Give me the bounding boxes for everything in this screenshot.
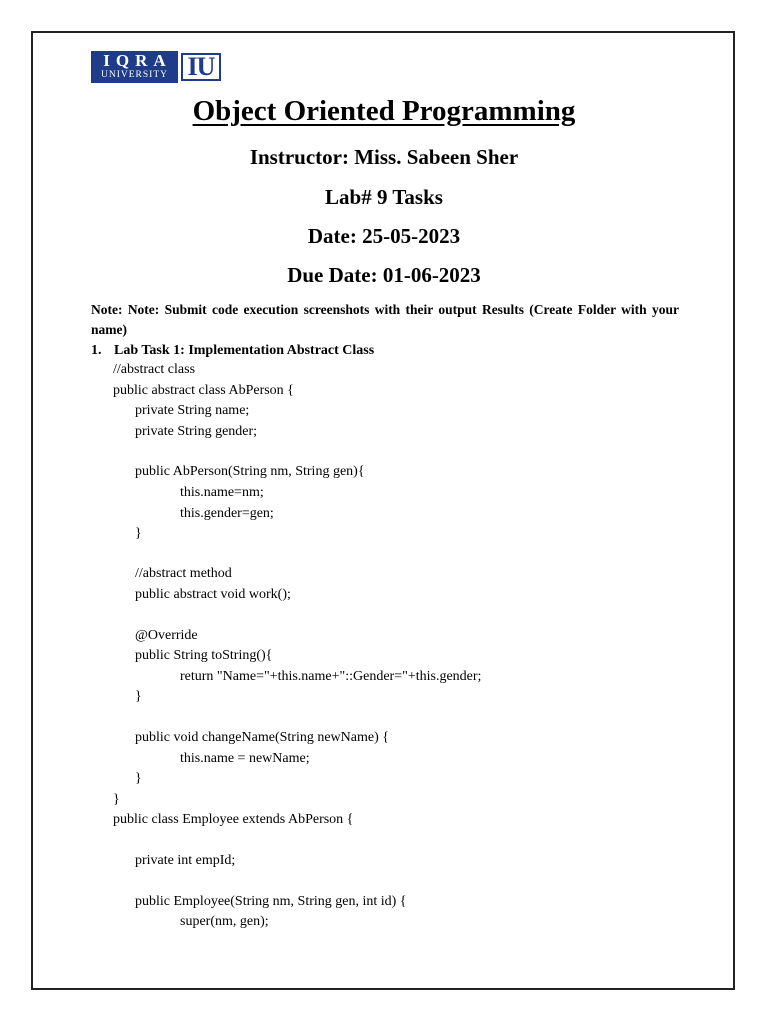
code-line: } <box>135 771 142 786</box>
code-line: //abstract class <box>113 362 196 377</box>
code-line: private String name; <box>135 403 250 418</box>
code-line: public class Employee extends AbPerson { <box>113 812 354 827</box>
code-line: public abstract void work(); <box>135 587 291 602</box>
instructor-line: Instructor: Miss. Sabeen Sher <box>249 145 519 169</box>
code-line: private int empId; <box>135 853 236 868</box>
date-line: Date: 25-05-2023 <box>307 224 461 248</box>
task-title: Lab Task 1: Implementation Abstract Class <box>114 343 375 358</box>
code-line: public AbPerson(String nm, String gen){ <box>135 464 365 479</box>
document-title: Object Oriented Programming <box>192 95 576 127</box>
code-line: public void changeName(String newName) { <box>135 730 389 745</box>
code-line: return "Name="+this.name+"::Gender="+this.gender; <box>180 669 482 684</box>
code-line: } <box>113 792 120 807</box>
logo-bottom-text: UNIVERSITY <box>101 70 168 80</box>
code-line: this.gender=gen; <box>180 506 274 521</box>
due-date-line: Due Date: 01-06-2023 <box>287 263 481 287</box>
code-line: //abstract method <box>135 566 232 581</box>
lab-line: Lab# 9 Tasks <box>325 185 443 209</box>
submission-note: Note: Note: Submit code execution screenshots with their output Results (Create Folder with your name) <box>91 302 679 337</box>
code-line: public String toString(){ <box>135 648 273 663</box>
logo-top-text: IQRA <box>103 51 172 70</box>
page-border <box>31 31 735 990</box>
logo-wordmark <box>91 51 178 83</box>
code-line: private String gender; <box>135 424 258 439</box>
code-line: this.name=nm; <box>180 485 264 500</box>
logo-mark: IU <box>181 53 221 81</box>
iqra-university-logo <box>91 51 223 83</box>
code-line: public Employee(String nm, String gen, int id) { <box>135 894 407 909</box>
code-line: @Override <box>135 628 198 643</box>
task-number: 1. <box>91 343 102 358</box>
task-heading <box>91 342 374 360</box>
code-line: } <box>135 689 142 704</box>
code-line: } <box>135 526 142 541</box>
code-line: public abstract class AbPerson { <box>113 383 294 398</box>
code-line: this.name = newName; <box>180 751 310 766</box>
code-line: super(nm, gen); <box>180 914 269 929</box>
